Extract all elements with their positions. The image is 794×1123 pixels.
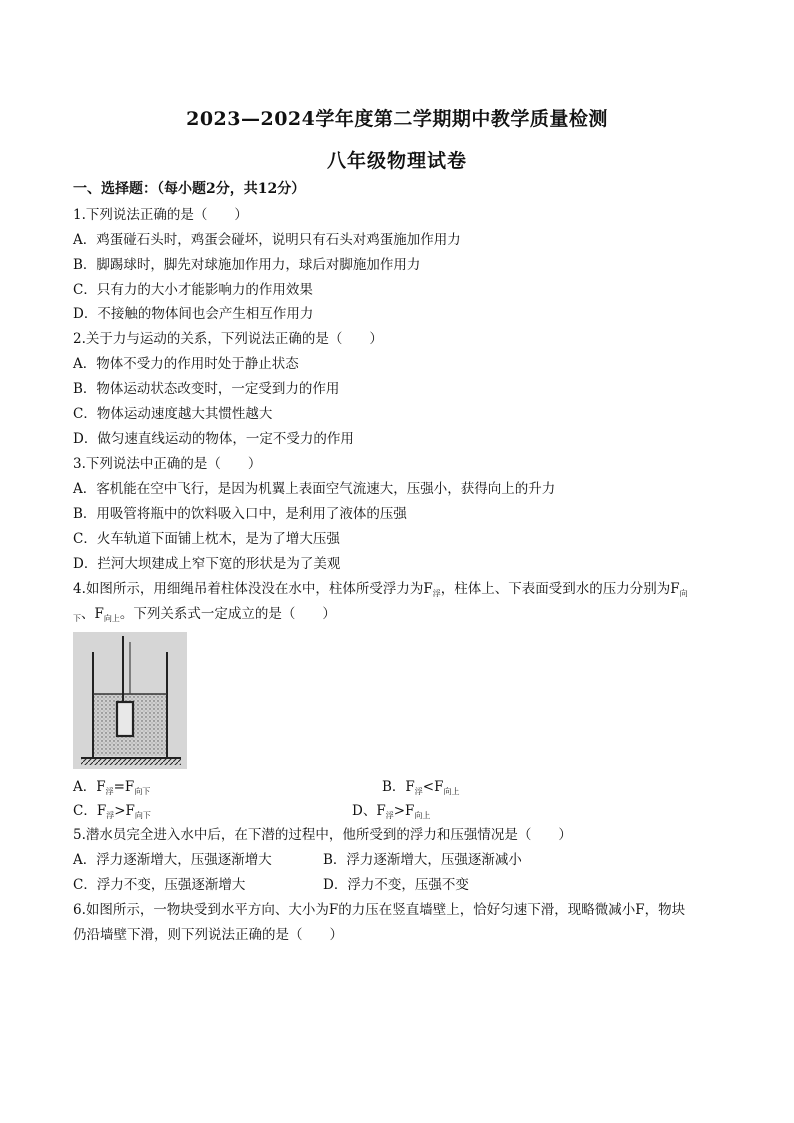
- q4-stem-line2: $_下$、$F_{向上}$。下列关系式一定成立的是（ ）: [73, 606, 336, 623]
- q4-stem-line1: 4.如图所示，用细绳吊着柱体没没在水中，柱体所受浮力为$F_浮$，柱体上、下表面受到水的压力分别为$F_向$: [73, 581, 688, 598]
- q5-option-c: C．浮力不变，压强逐渐增大: [73, 877, 246, 893]
- q5-option-b: B．浮力逐渐增大，压强逐渐减小: [323, 852, 522, 868]
- beaker-diagram: [73, 632, 187, 769]
- q1-option-a: A．鸡蛋碰石头时，鸡蛋会碰坏，说明只有石头对鸡蛋施加作用力: [73, 232, 461, 248]
- q3-option-d: D．拦河大坝建成上窄下宽的形状是为了美观: [73, 556, 341, 572]
- q1-option-b: B．脚踢球时，脚先对球施加作用力，球后对脚施加作用力: [73, 257, 421, 273]
- q1-stem: 1.下列说法正确的是（ ）: [73, 207, 248, 223]
- q4-figure-beaker: [73, 632, 187, 769]
- q5-option-a: A．浮力逐渐增大，压强逐渐增大: [73, 852, 272, 868]
- q6-stem-line2: 仍沿墙壁下滑，则下列说法正确的是（ ）: [73, 927, 343, 943]
- q4-option-d: D、$F_浮>F_{向上}$: [352, 803, 431, 820]
- q6-stem-line1: 6.如图所示，一物块受到水平方向、大小为F的力压在竖直墙壁上，恰好匀速下滑，现略微减小F，物块: [73, 902, 686, 918]
- q3-option-c: C．火车轨道下面铺上枕木，是为了增大压强: [73, 531, 340, 547]
- q2-option-a: A．物体不受力的作用时处于静止状态: [73, 356, 299, 372]
- q3-option-b: B．用吸管将瓶中的饮料吸入口中，是利用了液体的压强: [73, 506, 407, 522]
- q2-option-b: B．物体运动状态改变时，一定受到力的作用: [73, 381, 340, 397]
- q2-option-d: D．做匀速直线运动的物体，一定不受力的作用: [73, 431, 354, 447]
- q4-option-a: A．$F_浮=F_{向下}$: [73, 779, 151, 796]
- q2-option-c: C．物体运动速度越大其惯性越大: [73, 406, 273, 422]
- q3-option-a: A．客机能在空中飞行，是因为机翼上表面空气流速大，压强小，获得向上的升力: [73, 481, 556, 497]
- q1-option-d: D．不接触的物体间也会产生相互作用力: [73, 306, 314, 322]
- q5-option-d: D．浮力不变，压强不变: [323, 877, 469, 893]
- q2-stem: 2.关于力与运动的关系，下列说法正确的是（ ）: [73, 331, 383, 347]
- q4-option-c: C．$F_浮>F_{向下}$: [73, 803, 151, 820]
- exam-subtitle: 八年级物理试卷: [326, 150, 467, 172]
- q4-option-b: B．$F_浮<F_{向上}$: [382, 779, 460, 796]
- q1-option-c: C．只有力的大小才能影响力的作用效果: [73, 282, 313, 298]
- q3-stem: 3.下列说法中正确的是（ ）: [73, 456, 262, 472]
- q5-stem: 5.潜水员完全进入水中后，在下潜的过程中，他所受到的浮力和压强情况是（ ）: [73, 827, 572, 843]
- exam-title: 2023—2024学年度第二学期期中教学质量检测: [186, 108, 608, 130]
- section-heading: 一、选择题：（每小题2分，共12分）: [73, 181, 306, 197]
